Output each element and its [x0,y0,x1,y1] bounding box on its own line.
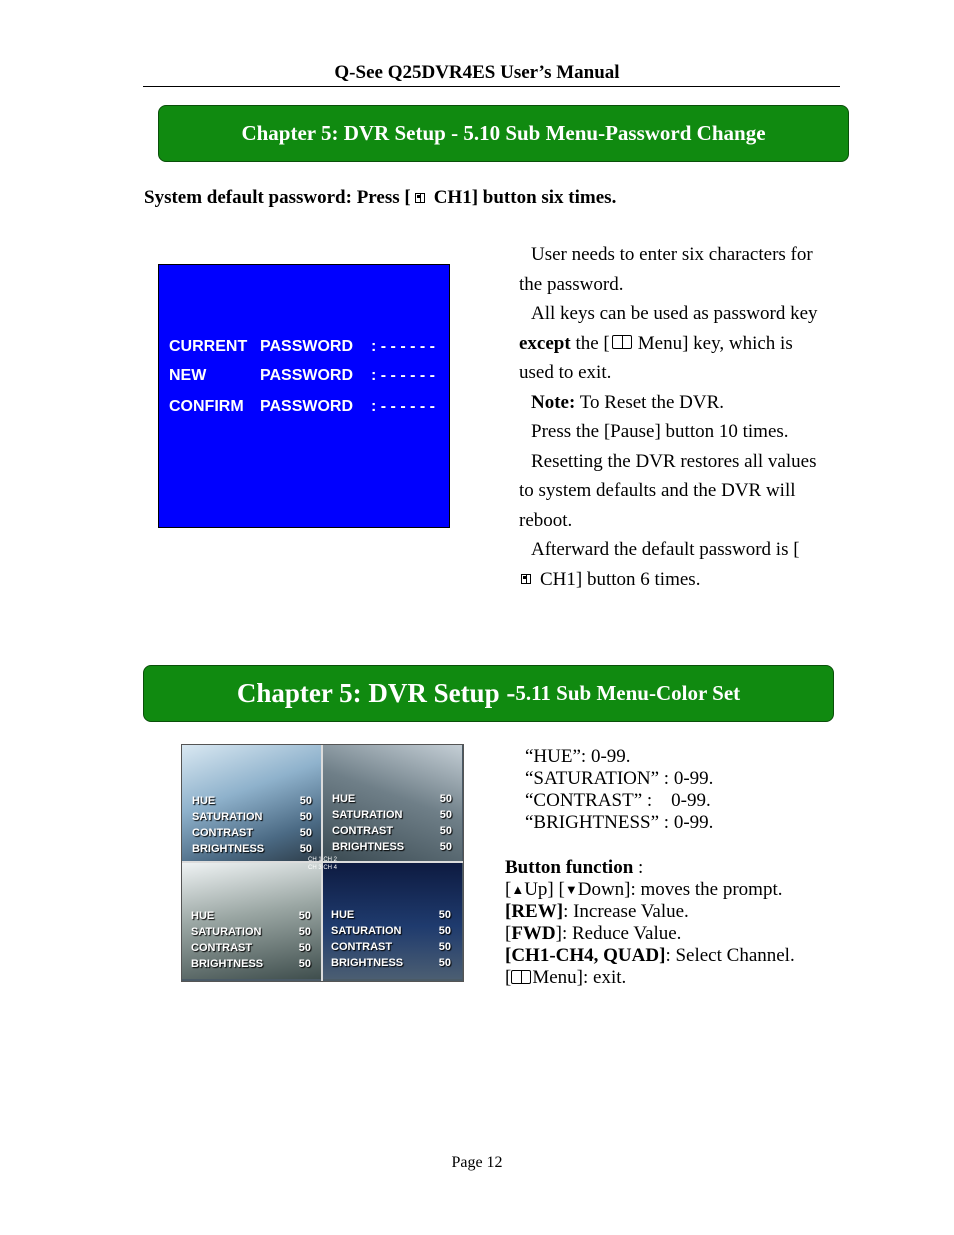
brightness-label: BRIGHTNESS [191,958,264,970]
paragraph [519,417,819,447]
saturation-value: 50 [298,926,311,938]
down-arrow-icon: ▼ [564,882,578,897]
channel-line [505,945,795,967]
menu-line: [ Menu]: exit. [505,967,627,988]
paragraph [519,535,819,594]
color-range-list [525,746,713,834]
brightness-label: BRIGHTNESS [332,841,405,853]
brightness-label: BRIGHTNESS [192,843,265,855]
ch1-icon [521,574,531,584]
saturation-value: 50 [299,811,312,823]
brightness-value: 50 [298,958,311,970]
default-password-suffix: CH1] button six times. [433,187,617,208]
paragraph [519,388,819,418]
osd-field: PASSWORD [260,338,354,355]
hue-value: 50 [438,909,451,921]
ch1-icon [415,193,425,203]
osd-field: PASSWORD [260,367,354,384]
saturation-label: SATURATION [191,926,262,938]
osd-value: : - - - - - - [371,338,435,355]
paragraph-text: Afterward the default password is [ [531,539,800,560]
channel-key: [CH1-CH4, QUAD] [505,945,666,966]
color-overlay-2 [332,791,452,855]
range-item: “BRIGHTNESS” : 0-99. [525,812,714,833]
chapter-banner-title: Chapter 5: DVR Setup - [236,678,516,708]
paragraph-text: Menu] key, which is used to exit. [519,332,793,383]
hue-label: HUE [191,910,215,922]
emphasis: except [519,332,571,354]
paragraph-text: User needs to enter six characters for the password. [519,244,813,295]
header-rule [143,86,840,87]
emphasis: Note: [531,391,576,413]
saturation-value: 50 [439,809,452,821]
channel-text: : Select Channel. [665,945,795,966]
osd-label: CONFIRM [169,398,244,415]
osd-value: : - - - - - - [371,367,435,384]
brightness-value: 50 [299,843,312,855]
updown-line: [▲Up] [▼Down]: moves the prompt. [505,879,783,900]
chapter-banner-subtitle: 5.11 Sub Menu-Color Set [515,681,741,705]
brightness-value: 50 [438,957,451,969]
hue-value: 50 [299,795,312,807]
osd-label: CURRENT [169,338,248,355]
contrast-label: CONTRAST [191,942,253,954]
saturation-value: 50 [438,925,451,937]
paragraph-text: All keys can be used as password key [531,303,818,324]
contrast-value: 50 [438,941,451,953]
contrast-label: CONTRAST [331,941,393,953]
chapter-banner-color-set [143,665,834,722]
saturation-label: SATURATION [332,809,403,821]
hue-value: 50 [439,793,452,805]
paragraph-text: To Reset the DVR. [575,391,725,413]
up-arrow-icon: ▲ [511,882,525,897]
button-function-list [505,857,795,989]
range-item: “SATURATION” : 0-99. [525,768,714,789]
password-instructions [519,240,819,594]
rew-text: : Increase Value. [563,901,689,922]
fwd-text: : Reduce Value. [561,923,682,944]
hue-label: HUE [331,909,355,921]
saturation-label: SATURATION [192,811,263,823]
osd-label: NEW [169,367,207,384]
password-osd-screen [158,264,450,528]
color-overlay-1 [192,793,312,857]
osd-value: : - - - - - - [371,398,435,415]
paragraph-text: Press the [Pause] button 10 times. [531,421,789,442]
default-password-prefix: System default password: Press [ [144,187,411,208]
color-settings-screenshot [181,744,464,982]
menu-text: Menu]: exit. [532,967,627,988]
heading-colon: : [633,857,644,878]
brightness-label: BRIGHTNESS [331,957,404,969]
rew-line: [REW]: Increase Value. [505,901,689,922]
hue-label: HUE [332,793,356,805]
paragraph [519,299,819,388]
contrast-label: CONTRAST [332,825,394,837]
hue-label: HUE [192,795,216,807]
range-item: “HUE”: 0-99. [525,746,631,767]
menu-book-icon [511,970,531,984]
rew-key: REW [511,901,557,922]
button-function-heading [505,857,795,879]
paragraph-text: Resetting the DVR restores all values to system defaults and the DVR will reboot. [519,450,817,531]
chapter-banner-password-change [158,105,849,162]
fwd-line: [FWD]: Reduce Value. [505,923,682,944]
page-number: Page 12 [451,1154,503,1171]
fwd-key: FWD [511,923,556,944]
color-overlay-4 [331,907,451,971]
contrast-label: CONTRAST [192,827,254,839]
channel-tag-line: CH 3 CH 4 [308,865,338,871]
channel-tag-line: CH 1 CH 2 [308,857,338,863]
heading-text: Button function [505,857,634,878]
contrast-value: 50 [298,942,311,954]
osd-field: PASSWORD [260,398,354,415]
paragraph [519,447,819,536]
hue-value: 50 [298,910,311,922]
color-overlay-3 [191,908,311,972]
contrast-value: 50 [299,827,312,839]
range-item: “CONTRAST” : 0-99. [525,790,711,811]
paragraph [519,240,819,299]
channel-tags [308,856,337,872]
up-label: Up] [ [524,879,565,900]
default-password-note [144,187,616,209]
chapter-banner-title: Chapter 5: DVR Setup - 5.10 Sub Menu-Password Change [241,121,766,145]
contrast-value: 50 [439,825,452,837]
brightness-value: 50 [439,841,452,853]
menu-book-icon [612,335,632,349]
running-header: Q-See Q25DVR4ES User’s Manual [334,62,620,83]
saturation-label: SATURATION [331,925,402,937]
down-label: Down]: moves the prompt. [577,879,783,900]
paragraph-text: CH1] button 6 times. [540,568,701,590]
paragraph-text: the [ [570,332,610,354]
